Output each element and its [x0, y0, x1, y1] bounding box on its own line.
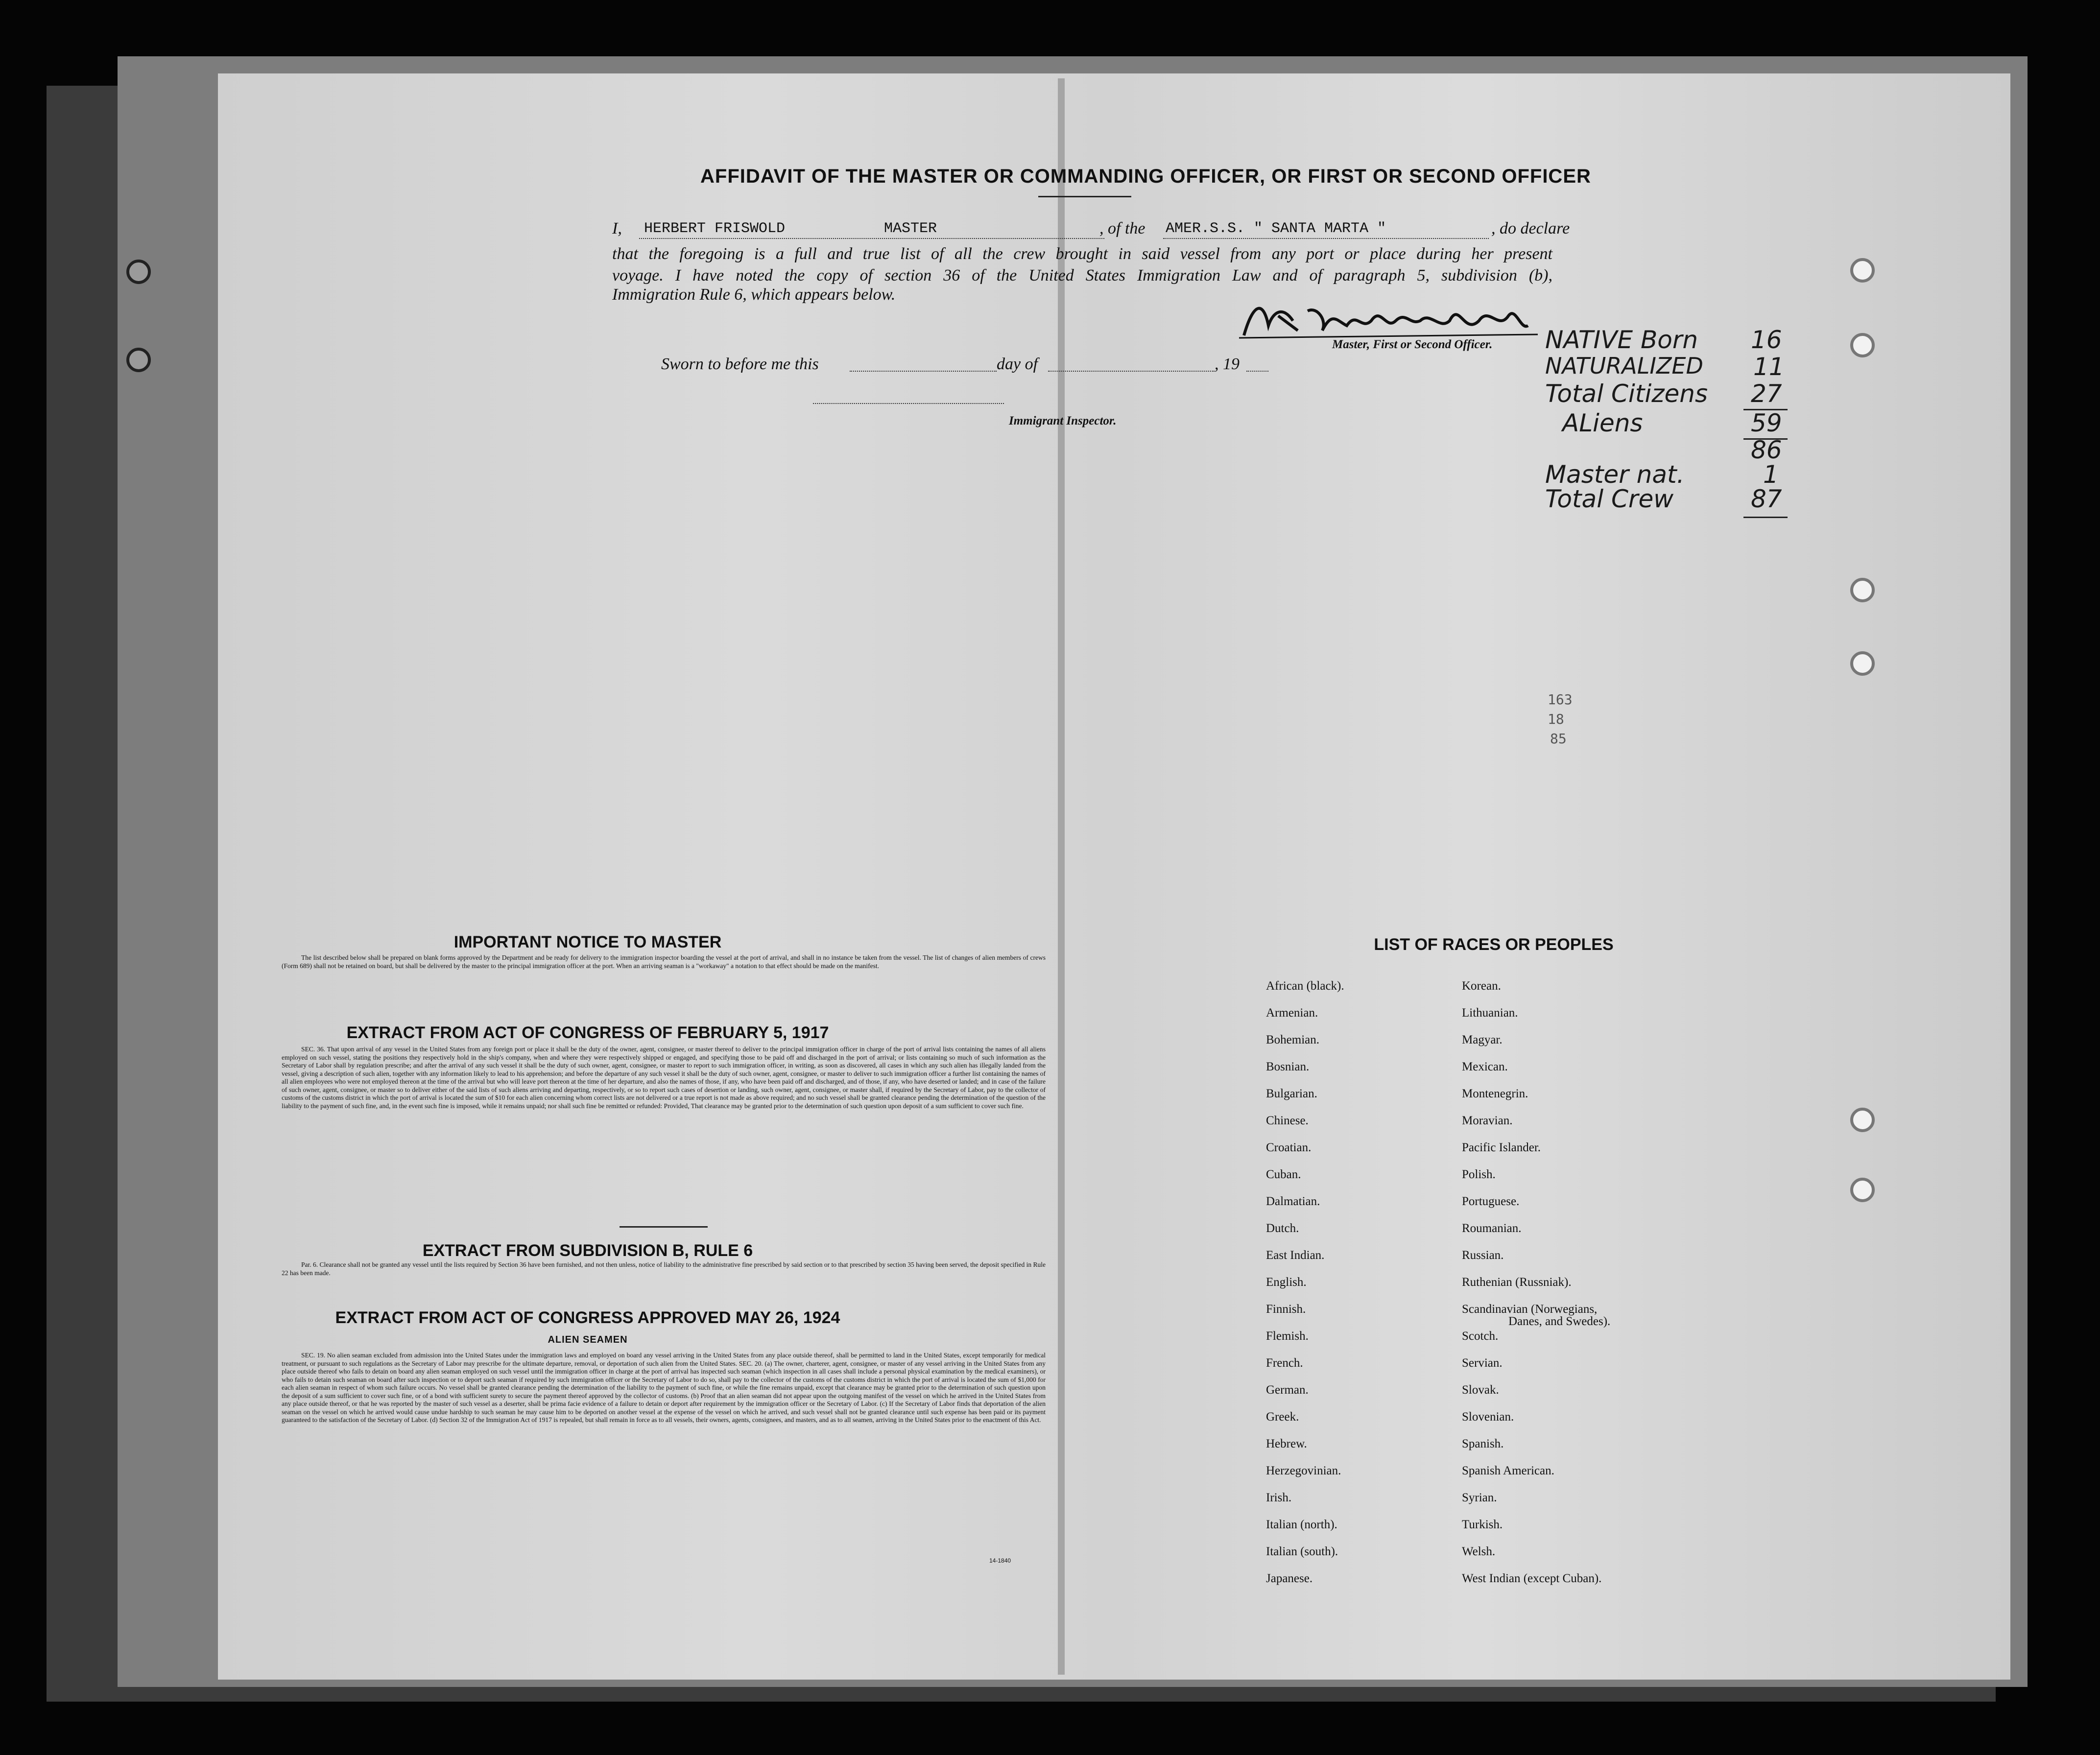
race-item: Servian.	[1462, 1356, 1503, 1370]
punch-hole	[1850, 1178, 1875, 1202]
race-item: Roumanian.	[1462, 1222, 1522, 1235]
section-rule	[620, 1226, 708, 1228]
margin-note-3: 85	[1550, 731, 1567, 747]
race-item: Pacific Islander.	[1462, 1141, 1541, 1154]
tally-label-aliens: ALiens	[1562, 409, 1643, 437]
race-item: Polish.	[1462, 1168, 1496, 1181]
race-item: Croatian.	[1266, 1141, 1312, 1154]
punch-hole	[1850, 333, 1875, 357]
race-item: Japanese.	[1266, 1572, 1313, 1585]
race-item: Dalmatian.	[1266, 1195, 1320, 1208]
tally-value-subtotal: 86	[1751, 436, 1782, 464]
race-item: East Indian.	[1266, 1249, 1325, 1262]
form-number: 14-1840	[989, 1557, 1011, 1564]
race-item: Syrian.	[1462, 1491, 1497, 1504]
race-item: Magyar.	[1462, 1033, 1503, 1046]
race-item: Flemish.	[1266, 1329, 1309, 1343]
race-item: Welsh.	[1462, 1545, 1496, 1558]
affidavit-of-the: , of the	[1099, 219, 1145, 237]
extract-1924-body: SEC. 19. No alien seaman excluded from admission into the United States under the immigration laws and employed on board any vessel arriving in the United States from any place outside thereof, shall be permitted to land in the United States, except temporarily for medical treatment, or pursuant to such regulations as the Secretary of Labor may prescribe for the ultimate departure, removal, or deportation of such alien from the United States. SEC. 20. (a) The owner, charterer, agent, consignee, or master of any vessel arriving in the United States from any place outside thereof who fails to detain on board any alien seaman employed on such vessel until the immigration officer in charge at the port of arrival has inspected such seaman (which inspection in all cases shall include a personal physical examination by the medical examiners), or who fails to detain such seaman on board after such inspection or to deport such seaman if required by such immigration officer or the Secretary of Labor to do so, shall pay to the collector of the customs of the customs district in which the port of arrival is located the sum of $1,000 for each alien seaman in respect of whom such failure occurs. No vessel shall be granted clearance pending the determination of the liability to the payment of such fine, or while the fine remains unpaid, except that clearance may be granted prior to the determination of such question upon the deposit of a sum sufficient to cover such fine, or of a bond with sufficient surety to secure the payment thereof approved by the collector of customs. (b) Proof that an alien seaman did not appear upon the outgoing manifest of the vessel on which he arrived in the United States from any place outside thereof, or that he was reported by the master of such vessel as a deserter, shall be prima facie evidence of a failure to detain or deport after requirement by the immigration officer or the Secretary of Labor. (c) If the Secretary of Labor finds that deportation of the alien seaman on the vessel on which he arrived would cause undue hardship to such seaman he may cause him to be deported on another vessel at the expense of the vessel on which he arrived, and such vessel shall not be granted clearance until such expense has been paid or its payment guaranteed to the satisfaction of the Secretary of Labor. (d) Section 32 of the Immigration Act of 1917 is repealed, but shall remain in force as to all vessels, their owners, agents, consignees, and masters, and as to all seamen, arriving in the United States prior to the enactment of this Act.	[282, 1352, 1046, 1423]
tally-value-total-citizens: 27	[1751, 379, 1782, 408]
master-name: HERBERT FRISWOLD	[644, 220, 786, 237]
affidavit-do-declare: , do declare	[1491, 219, 1570, 237]
affidavit-i-label: I,	[612, 219, 622, 237]
tally-label-total-crew: Total Crew	[1545, 485, 1674, 513]
page-fold	[1058, 78, 1065, 1675]
tally-label-naturalized: NATURALIZED	[1545, 353, 1703, 379]
inspector-dotted-line	[813, 403, 1004, 404]
race-item: Italian (north).	[1266, 1518, 1337, 1531]
race-item: Italian (south).	[1266, 1545, 1338, 1558]
race-item: Irish.	[1266, 1491, 1292, 1504]
race-item: English.	[1266, 1276, 1307, 1289]
tally-label-total-citizens: Total Citizens	[1545, 379, 1708, 408]
punch-hole	[1850, 1108, 1875, 1132]
race-item: Cuban.	[1266, 1168, 1301, 1181]
affidavit-line-4: Immigration Rule 6, which appears below.	[612, 285, 896, 304]
vessel-name: AMER.S.S. " SANTA MARTA "	[1166, 220, 1386, 237]
race-item: Montenegrin.	[1462, 1087, 1528, 1100]
document-page	[218, 73, 2010, 1680]
extract-1917-body: SEC. 36. That upon arrival of any vessel in the United States from any foreign port or place it shall be the duty of the owner, agent, consignee, or master thereof to deliver to the principal immigration officer in charge of the port of arrival lists containing the names of all aliens employed on such vessel, stating the positions they respectively hold in the ship's company, when and where they were respectively shipped or engaged, and specifying those to be paid off and discharged in the port of arrival; or lists containing so much of such information as the Secretary of Labor shall by regulation prescribe; and after the arrival of any such vessel it shall be the duty of such owner, agent, consignee, or master to report to such immigration officer, in writing, as soon as discovered, all cases in which any such alien has illegally landed from the vessel, giving a description of such alien, together with any information likely to lead to his apprehension; and before the departure of any such vessel it shall be the duty of such owner, agent, consignee, or master to deliver to such immigration officer a further list containing the names of all alien employees who were not employed thereon at the time of the arrival but who will leave port thereon at the time of her departure, and also the names of those, if any, who have been paid off and discharged, and of those, if any, who have deserted or landed; and in case of the failure of such owner, agent, consignee, or master so to deliver either of the said lists of such aliens arriving and departing, respectively, or so to report such cases of desertion or landing, such owner, agent, consignee, or master shall, if required by the Secretary of Labor, pay to the collector of customs of the customs district in which the port of arrival is located the sum of $10 for each alien concerning whom correct lists are not delivered or a true report is not made as above required; and no such vessel shall be granted clearance pending the determination of the question of the liability to the payment of such fine, and, in the event such fine is imposed, while it remains unpaid; nor shall such fine be remitted or refunded: Provided, That clearance may be granted prior to the determination of such question upon deposit of a sum sufficient to cover such fine.	[282, 1045, 1046, 1110]
alien-seamen-subtitle: ALIEN SEAMEN	[548, 1334, 628, 1345]
sworn-day-line	[850, 371, 997, 372]
tally-label-native: NATIVE Born	[1545, 326, 1698, 354]
tally-value-naturalized: 11	[1753, 353, 1785, 381]
tally-value-aliens: 59	[1751, 409, 1782, 437]
race-item: Hebrew.	[1266, 1437, 1307, 1450]
punch-hole	[126, 348, 151, 372]
inspector-caption: Immigrant Inspector.	[1009, 414, 1117, 427]
race-item: Moravian.	[1462, 1114, 1513, 1127]
subdivision-title: EXTRACT FROM SUBDIVISION B, RULE 6	[422, 1241, 753, 1260]
tally-rule	[1743, 517, 1788, 518]
race-item: Lithuanian.	[1462, 1006, 1518, 1020]
year-prefix: , 19	[1215, 355, 1240, 373]
day-of-label: day of	[997, 355, 1038, 373]
race-item: Scandinavian (Norwegians,	[1462, 1303, 1598, 1316]
affidavit-title: AFFIDAVIT OF THE MASTER OR COMMANDING OFFICER, OR FIRST OR SECOND OFFICER	[700, 166, 1591, 187]
race-item: Chinese.	[1266, 1114, 1309, 1127]
race-item: Greek.	[1266, 1410, 1299, 1423]
race-item: Herzegovinian.	[1266, 1464, 1341, 1477]
tally-value-master-nat: 1	[1763, 460, 1779, 489]
title-rule	[1038, 196, 1131, 197]
master-rank: MASTER	[884, 220, 937, 237]
race-item: Ruthenian (Russniak).	[1462, 1276, 1572, 1289]
race-item: Scotch.	[1462, 1329, 1499, 1343]
notice-body: The list described below shall be prepared on blank forms approved by the Department and be ready for delivery to the immigration inspector boarding the vessel at the port of arrival, and shall in no instance be taken from the vessel. The list of changes of alien members of crews (Form 689) shall not be retained on board, but shall be delivered by the master to the principal immigration officer at the port. When an arriving seaman is a "workaway" a notation to that effect should be made on the manifest.	[282, 954, 1046, 970]
race-item: Turkish.	[1462, 1518, 1503, 1531]
affidavit-line-2: that the foregoing is a full and true list of all the crew brought in said vessel from any port or place during her present	[612, 245, 1552, 263]
race-item: African (black).	[1266, 979, 1344, 993]
punch-hole	[1850, 258, 1875, 283]
vessel-dotted-line	[1163, 238, 1489, 239]
race-item: Dutch.	[1266, 1222, 1299, 1235]
race-item: Slovak.	[1462, 1383, 1499, 1397]
name-dotted-line	[639, 238, 1104, 239]
subdivision-body: Par. 6. Clearance shall not be granted any vessel until the lists required by Section 36 have been furnished, and not then unless, notice of liability to the administrative fine prescribed by said section or to that prescribed by section 35 having been served, the deposit specified in Rule 22 has been made.	[282, 1261, 1046, 1277]
tally-label-master-nat: Master nat.	[1545, 460, 1685, 489]
punch-hole	[1850, 651, 1875, 676]
race-item: Armenian.	[1266, 1006, 1318, 1020]
race-item: Spanish.	[1462, 1437, 1504, 1450]
race-item: West Indian (except Cuban).	[1462, 1572, 1602, 1585]
race-item: Mexican.	[1462, 1060, 1508, 1073]
extract-1917-title: EXTRACT FROM ACT OF CONGRESS OF FEBRUARY 5, 1917	[346, 1023, 829, 1042]
race-item: Finnish.	[1266, 1303, 1306, 1316]
race-item: Bosnian.	[1266, 1060, 1310, 1073]
race-item-continued: Danes, and Swedes).	[1508, 1315, 1611, 1328]
race-item: French.	[1266, 1356, 1303, 1370]
affidavit-line-3: voyage. I have noted the copy of section 36 of the United States Immigration Law and of paragraph 5, subdivision (b),	[612, 266, 1552, 285]
margin-note-2: 18	[1548, 711, 1564, 727]
tally-value-native: 16	[1751, 326, 1782, 354]
margin-note-1: 163	[1548, 691, 1573, 708]
race-item: Spanish American.	[1462, 1464, 1554, 1477]
sworn-label: Sworn to before me this	[661, 355, 819, 373]
race-item: Korean.	[1462, 979, 1501, 993]
punch-hole	[1850, 578, 1875, 602]
signature-caption: Master, First or Second Officer.	[1332, 338, 1493, 351]
tally-value-total-crew: 87	[1751, 485, 1782, 513]
race-item: German.	[1266, 1383, 1309, 1397]
sworn-year-line	[1246, 371, 1268, 372]
race-item: Bulgarian.	[1266, 1087, 1317, 1100]
extract-1924-title: EXTRACT FROM ACT OF CONGRESS APPROVED MAY 26, 1924	[335, 1308, 840, 1327]
race-item: Russian.	[1462, 1249, 1504, 1262]
notice-title: IMPORTANT NOTICE TO MASTER	[453, 933, 722, 951]
race-item: Bohemian.	[1266, 1033, 1320, 1046]
sworn-month-line	[1048, 371, 1215, 372]
races-title: LIST OF RACES OR PEOPLES	[1374, 935, 1614, 954]
punch-hole	[126, 260, 151, 284]
race-item: Portuguese.	[1462, 1195, 1520, 1208]
race-item: Slovenian.	[1462, 1410, 1514, 1423]
